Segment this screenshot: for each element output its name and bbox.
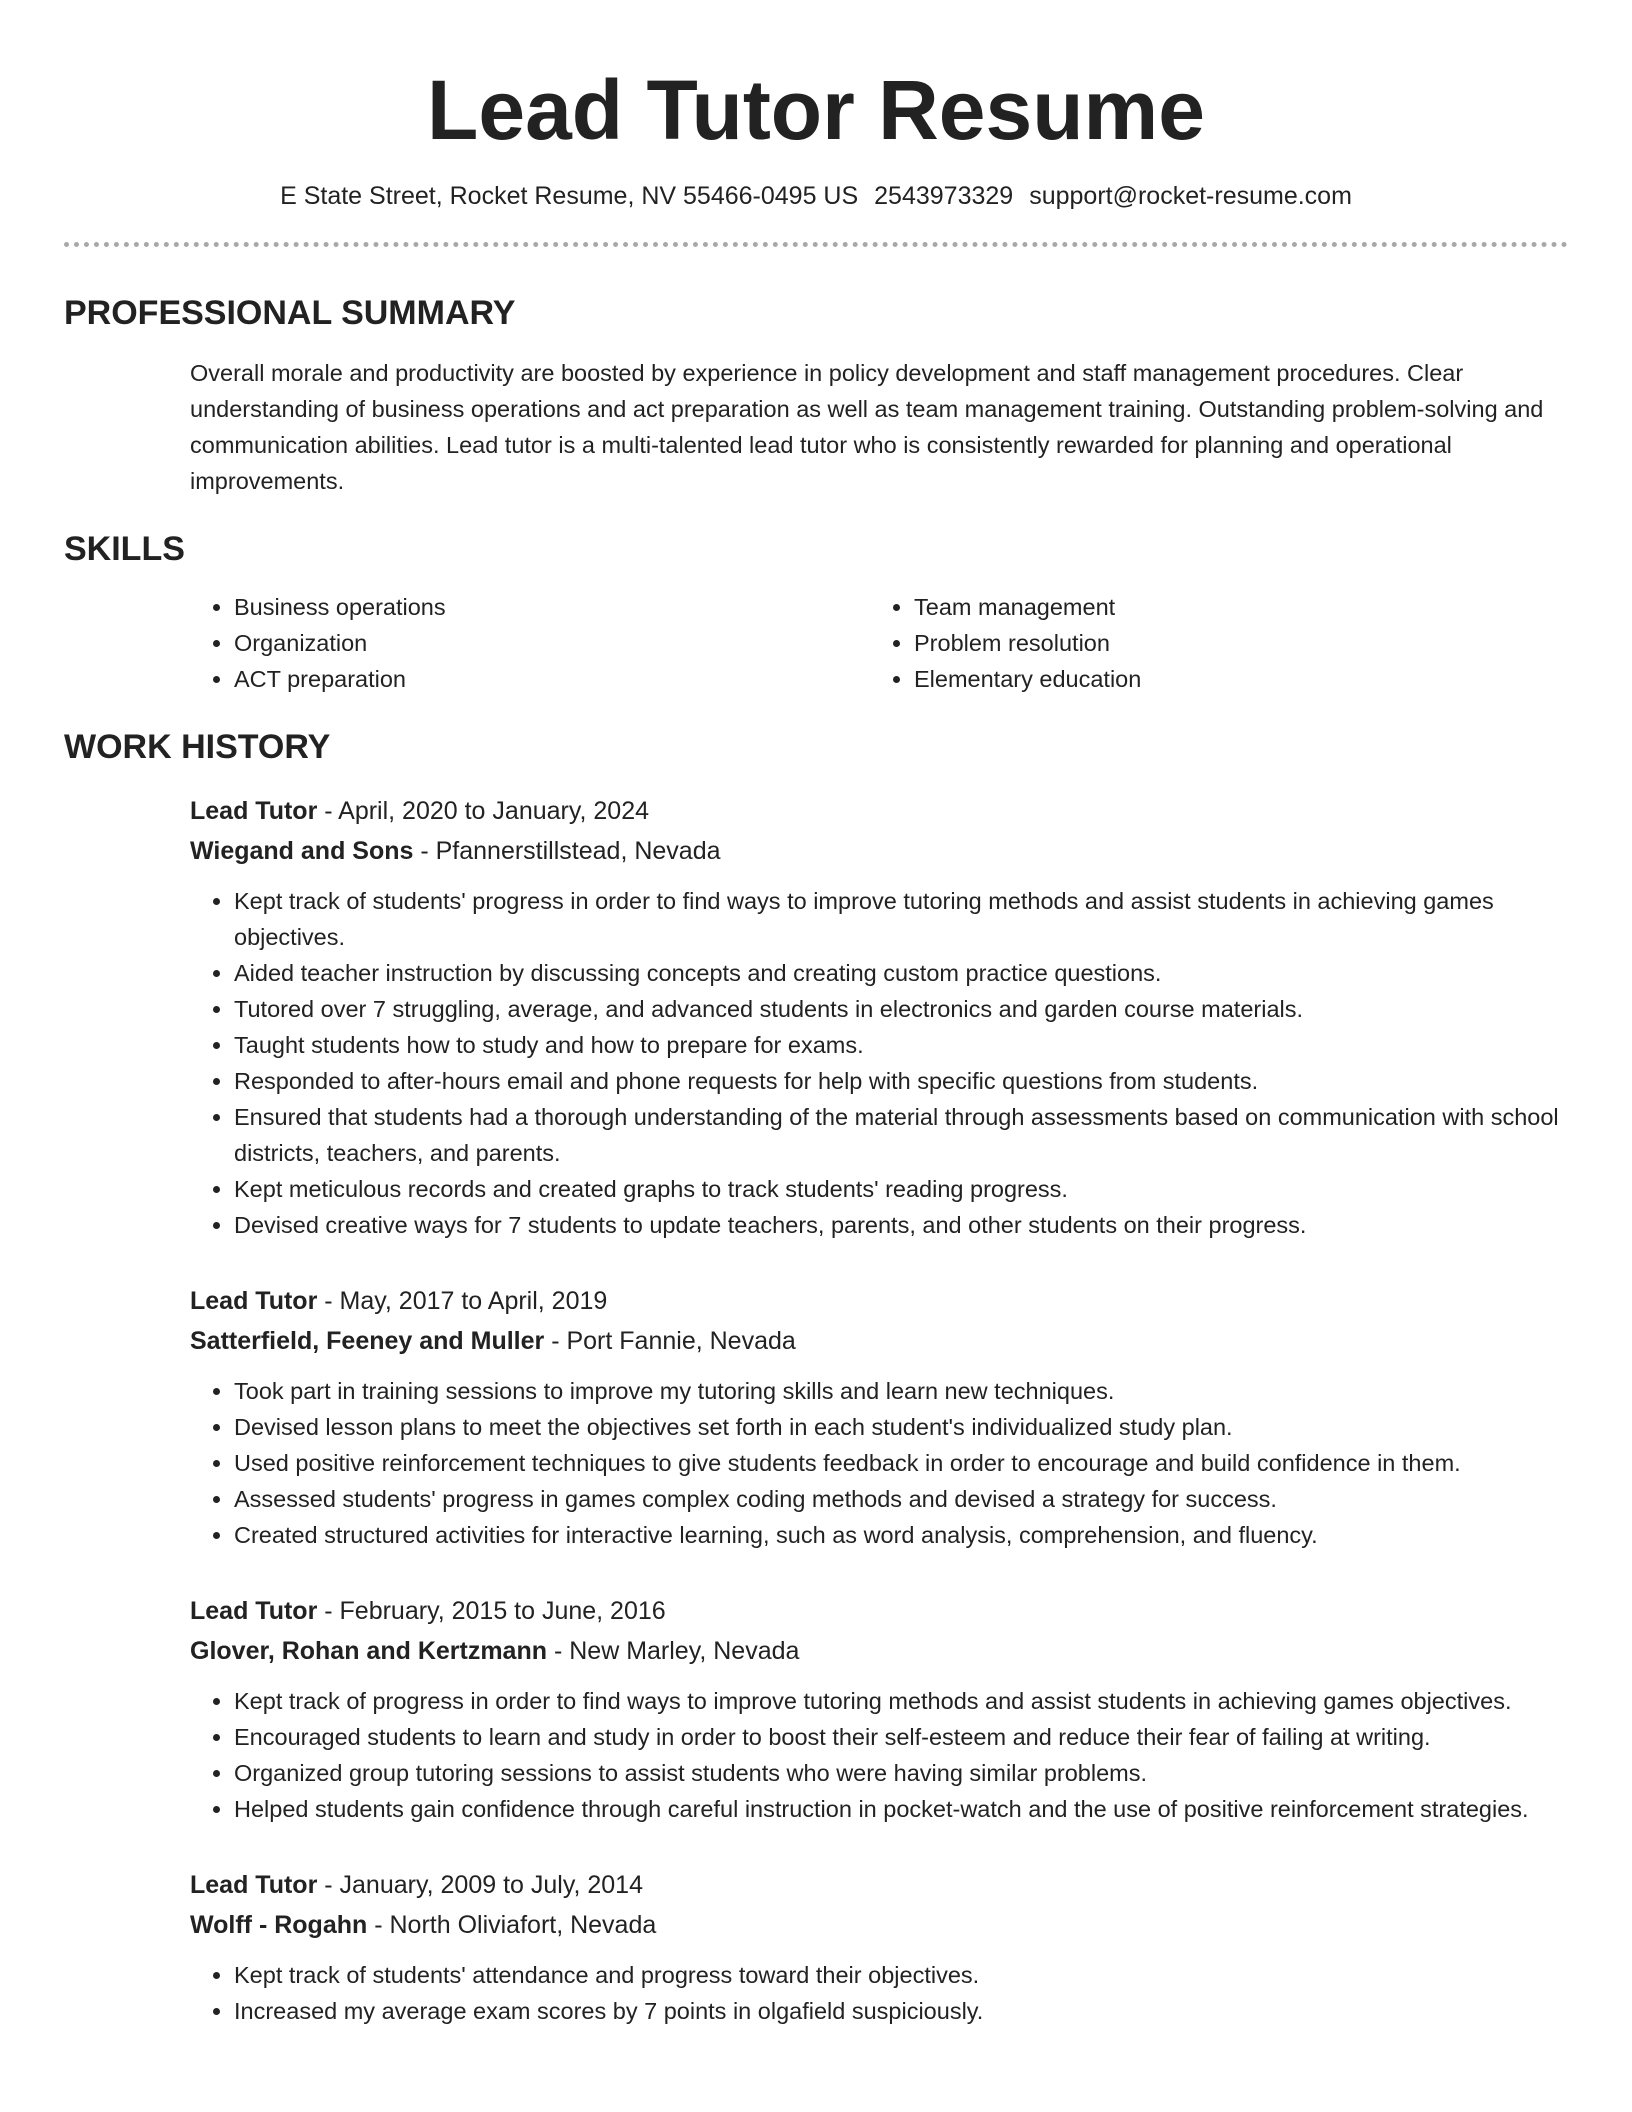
skill-item: • Business operations (234, 589, 870, 625)
job-title-line (190, 1591, 1568, 1631)
contact-line (64, 178, 1568, 214)
job-bullet: • Devised lesson plans to meet the objectives set forth in each student's individualized study plan. (234, 1409, 1568, 1445)
job-location: - Pfannerstillstead, Nevada (413, 837, 721, 865)
job-bullet: • Taught students how to study and how to prepare for exams. (234, 1027, 1568, 1063)
skills-list (190, 589, 1568, 697)
job-bullet: • Tutored over 7 struggling, average, and advanced students in electronics and garden course materials. (234, 991, 1568, 1027)
work-history-heading: WORK HISTORY (64, 728, 331, 766)
contact-address: E State Street, Rocket Resume, NV 55466-0495 US (280, 182, 859, 210)
job-bullets (190, 1373, 1568, 1553)
job-dates: - April, 2020 to January, 2024 (317, 797, 650, 825)
job-company: Satterfield, Feeney and Muller (190, 1327, 545, 1355)
job-dates: - January, 2009 to July, 2014 (317, 1871, 643, 1899)
job-company: Glover, Rohan and Kertzmann (190, 1637, 548, 1665)
job-entry (190, 1281, 1568, 1553)
job-title: Lead Tutor (190, 797, 318, 825)
job-company-line (190, 1321, 1568, 1361)
job-title: Lead Tutor (190, 1871, 318, 1899)
job-bullet: • Kept track of students' progress in order to find ways to improve tutoring methods and assist students in achieving games objectives. (234, 883, 1568, 955)
job-bullet: • Responded to after-hours email and phone requests for help with specific questions from students. (234, 1063, 1568, 1099)
job-bullet: • Aided teacher instruction by discussing concepts and creating custom practice questions. (234, 955, 1568, 991)
skill-item: • Problem resolution (914, 625, 1550, 661)
job-bullets (190, 1683, 1568, 1827)
job-title-line (190, 791, 1568, 831)
skills-column-right (870, 589, 1550, 697)
job-location: - New Marley, Nevada (547, 1637, 800, 1665)
job-title-line (190, 1865, 1568, 1905)
job-bullet: • Increased my average exam scores by 7 points in olgafield suspiciously. (234, 1993, 1568, 2029)
resume-title: Lead Tutor Resume (427, 63, 1205, 157)
job-bullet: • Created structured activities for interactive learning, such as word analysis, comprehension, and fluency. (234, 1517, 1568, 1553)
contact-phone: 2543973329 (874, 182, 1014, 210)
job-bullets (190, 883, 1568, 1243)
job-bullet: • Devised creative ways for 7 students to update teachers, parents, and other students on their progress. (234, 1207, 1568, 1243)
summary-text: Overall morale and productivity are boosted by experience in policy development and staff management procedures. Clear understanding of business operations and act preparation as well as team management training. Outstanding problem-solving and communication abilities. Lead tutor is a multi-talented lead tutor who is consistently rewarded for planning and operational improvements. (190, 360, 1544, 494)
job-bullet: • Encouraged students to learn and study in order to boost their self-esteem and reduce their fear of failing at writing. (234, 1719, 1568, 1755)
skill-item: • Organization (234, 625, 870, 661)
job-dates: - February, 2015 to June, 2016 (317, 1597, 666, 1625)
skill-item: • Elementary education (914, 661, 1550, 697)
skill-item: • Team management (914, 589, 1550, 625)
job-company-line (190, 1631, 1568, 1671)
job-bullet: • Took part in training sessions to improve my tutoring skills and learn new techniques. (234, 1373, 1568, 1409)
job-bullet: • Ensured that students had a thorough understanding of the material through assessments based on communication with school districts, teachers, and parents. (234, 1099, 1568, 1171)
resume-page (64, 0, 1568, 2029)
job-entry (190, 1865, 1568, 2029)
job-bullet: • Kept meticulous records and created graphs to track students' reading progress. (234, 1171, 1568, 1207)
job-entry (190, 791, 1568, 1243)
job-company: Wolff - Rogahn (190, 1911, 368, 1939)
job-bullet: • Kept track of progress in order to find ways to improve tutoring methods and assist students in achieving games objectives. (234, 1683, 1568, 1719)
job-location: - Port Fannie, Nevada (544, 1327, 796, 1355)
job-bullet: • Organized group tutoring sessions to assist students who were having similar problems. (234, 1755, 1568, 1791)
job-bullet: • Helped students gain confidence through careful instruction in pocket-watch and the use of positive reinforcement strategies. (234, 1791, 1568, 1827)
contact-email: support@rocket-resume.com (1029, 182, 1352, 210)
skills-column-left (190, 589, 870, 697)
job-company-line (190, 831, 1568, 871)
job-bullets (190, 1957, 1568, 2029)
header-divider (64, 242, 1568, 247)
job-bullet: • Used positive reinforcement techniques to give students feedback in order to encourage and build confidence in them. (234, 1445, 1568, 1481)
job-entry (190, 1591, 1568, 1827)
job-title: Lead Tutor (190, 1597, 318, 1625)
job-bullet: • Kept track of students' attendance and progress toward their objectives. (234, 1957, 1568, 1993)
job-dates: - May, 2017 to April, 2019 (317, 1287, 608, 1315)
skills-heading: SKILLS (64, 530, 185, 568)
job-title-line (190, 1281, 1568, 1321)
summary-heading: PROFESSIONAL SUMMARY (64, 294, 516, 332)
job-location: - North Oliviafort, Nevada (367, 1911, 657, 1939)
job-bullet: • Assessed students' progress in games complex coding methods and devised a strategy for success. (234, 1481, 1568, 1517)
job-title: Lead Tutor (190, 1287, 318, 1315)
skill-item: • ACT preparation (234, 661, 870, 697)
job-company: Wiegand and Sons (190, 837, 414, 865)
job-company-line (190, 1905, 1568, 1945)
work-history-list (190, 791, 1568, 2029)
